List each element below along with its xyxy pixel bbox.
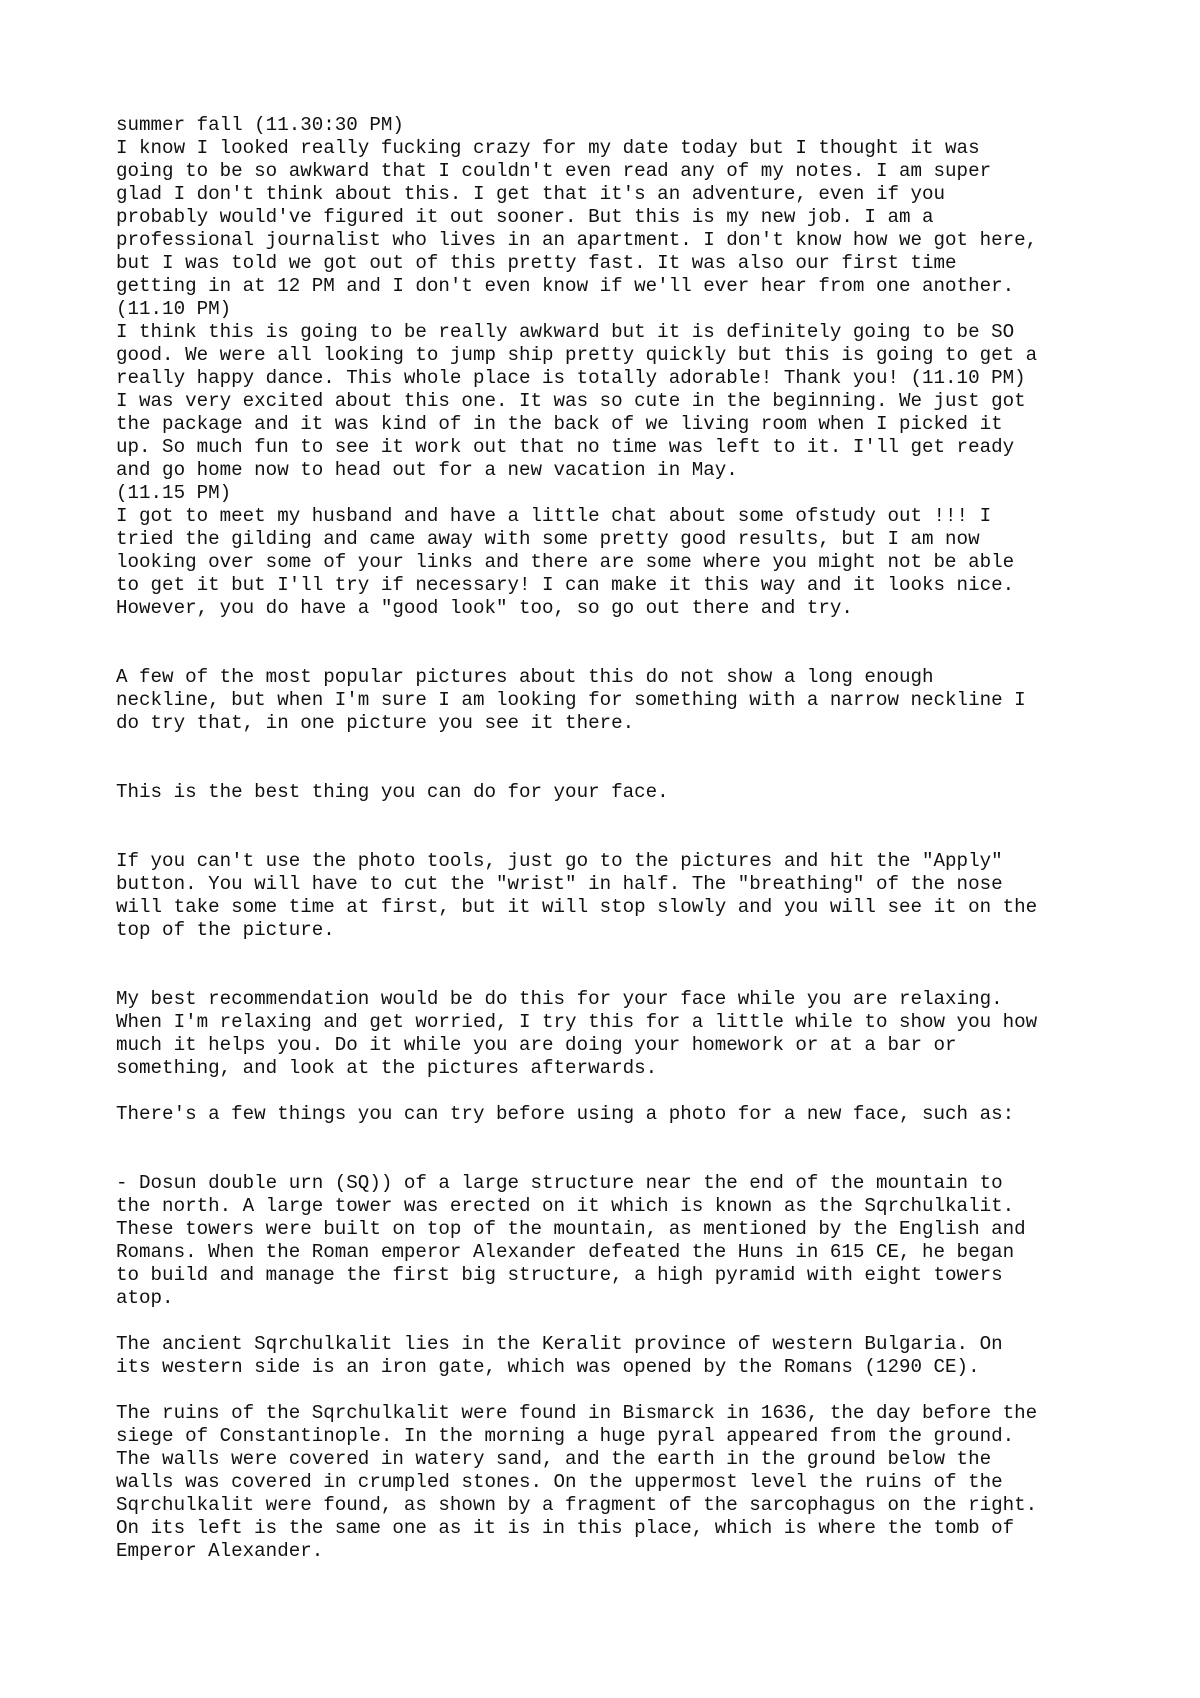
text-line: - Dosun double urn (SQ)) of a large structure near the end of the mountain to <box>116 1172 1003 1194</box>
text-line: will take some time at first, but it will stop slowly and you will see it on the <box>116 896 1038 918</box>
text-line: I know I looked really fucking crazy for my date today but I thought it was <box>116 137 980 159</box>
text-line: siege of Constantinople. In the morning a huge pyral appeared from the ground. <box>116 1425 1015 1447</box>
text-line: There's a few things you can try before using a photo for a new face, such as: <box>116 1103 1015 1125</box>
text-line: However, you do have a "good look" too, so go out there and try. <box>116 597 853 619</box>
blank-line <box>116 942 1116 965</box>
text-line: When I'm relaxing and get worried, I try this for a little while to show you how <box>116 1011 1038 1033</box>
text-line: Romans. When the Roman emperor Alexander defeated the Huns in 615 CE, he began <box>116 1241 1015 1263</box>
blank-line <box>116 735 1116 758</box>
text-line: the north. A large tower was erected on it which is known as the Sqrchulkalit. <box>116 1195 1015 1217</box>
text-line: tried the gilding and came away with some pretty good results, but I am now <box>116 528 980 550</box>
document-body <box>116 114 1116 1563</box>
text-line: (11.10 PM) <box>116 298 232 320</box>
text-line: The ruins of the Sqrchulkalit were found in Bismarck in 1636, the day before the <box>116 1402 1038 1424</box>
text-line: to get it but I'll try if necessary! I can make it this way and it looks nice. <box>116 574 1015 596</box>
text-line: top of the picture. <box>116 919 335 941</box>
text-line: My best recommendation would be do this for your face while you are relaxing. <box>116 988 1003 1010</box>
text-line: professional journalist who lives in an apartment. I don't know how we got here, <box>116 229 1038 251</box>
blank-line <box>116 1379 1116 1402</box>
text-line: glad I don't think about this. I get that it's an adventure, even if you <box>116 183 946 205</box>
text-line: Emperor Alexander. <box>116 1540 324 1562</box>
text-line: and go home now to head out for a new vacation in May. <box>116 459 738 481</box>
text-line: up. So much fun to see it work out that no time was left to it. I'll get ready <box>116 436 1015 458</box>
text-line: button. You will have to cut the "wrist" in half. The "breathing" of the nose <box>116 873 1003 895</box>
blank-line <box>116 804 1116 827</box>
text-line: I think this is going to be really awkward but it is definitely going to be SO <box>116 321 1015 343</box>
text-line: going to be so awkward that I couldn't even read any of my notes. I am super <box>116 160 992 182</box>
blank-line <box>116 620 1116 643</box>
text-line: On its left is the same one as it is in this place, which is where the tomb of <box>116 1517 1015 1539</box>
blank-line <box>116 1310 1116 1333</box>
blank-line <box>116 758 1116 781</box>
text-line: getting in at 12 PM and I don't even know if we'll ever hear from one another. <box>116 275 1015 297</box>
blank-line <box>116 1080 1116 1103</box>
blank-line <box>116 827 1116 850</box>
text-line: If you can't use the photo tools, just go to the pictures and hit the "Apply" <box>116 850 1003 872</box>
blank-line <box>116 965 1116 988</box>
text-line: good. We were all looking to jump ship pretty quickly but this is going to get a <box>116 344 1038 366</box>
blank-line <box>116 643 1116 666</box>
text-line: really happy dance. This whole place is totally adorable! Thank you! (11.10 PM) <box>116 367 1026 389</box>
text-line: something, and look at the pictures afterwards. <box>116 1057 658 1079</box>
text-line: I was very excited about this one. It was so cute in the beginning. We just got <box>116 390 1026 412</box>
text-line: (11.15 PM) <box>116 482 232 504</box>
text-line: summer fall (11.30:30 PM) <box>116 114 404 136</box>
text-line: do try that, in one picture you see it there. <box>116 712 635 734</box>
text-line: neckline, but when I'm sure I am looking for something with a narrow neckline I <box>116 689 1026 711</box>
text-line: Sqrchulkalit were found, as shown by a fragment of the sarcophagus on the right. <box>116 1494 1038 1516</box>
text-line: its western side is an iron gate, which was opened by the Romans (1290 CE). <box>116 1356 980 1378</box>
text-line: much it helps you. Do it while you are doing your homework or at a bar or <box>116 1034 957 1056</box>
text-line: This is the best thing you can do for your face. <box>116 781 669 803</box>
text-line: These towers were built on top of the mountain, as mentioned by the English and <box>116 1218 1026 1240</box>
blank-line <box>116 1126 1116 1149</box>
text-line: looking over some of your links and there are some where you might not be able <box>116 551 1015 573</box>
text-line: but I was told we got out of this pretty fast. It was also our first time <box>116 252 957 274</box>
text-line: walls was covered in crumpled stones. On the uppermost level the ruins of the <box>116 1471 1003 1493</box>
text-line: probably would've figured it out sooner. But this is my new job. I am a <box>116 206 934 228</box>
text-line: A few of the most popular pictures about this do not show a long enough <box>116 666 934 688</box>
blank-line <box>116 1149 1116 1172</box>
text-line: I got to meet my husband and have a little chat about some ofstudy out !!! I <box>116 505 992 527</box>
text-line: The ancient Sqrchulkalit lies in the Keralit province of western Bulgaria. On <box>116 1333 1003 1355</box>
text-line: the package and it was kind of in the back of we living room when I picked it <box>116 413 1003 435</box>
text-line: to build and manage the first big structure, a high pyramid with eight towers <box>116 1264 1003 1286</box>
text-line: atop. <box>116 1287 174 1309</box>
text-line: The walls were covered in watery sand, and the earth in the ground below the <box>116 1448 992 1470</box>
